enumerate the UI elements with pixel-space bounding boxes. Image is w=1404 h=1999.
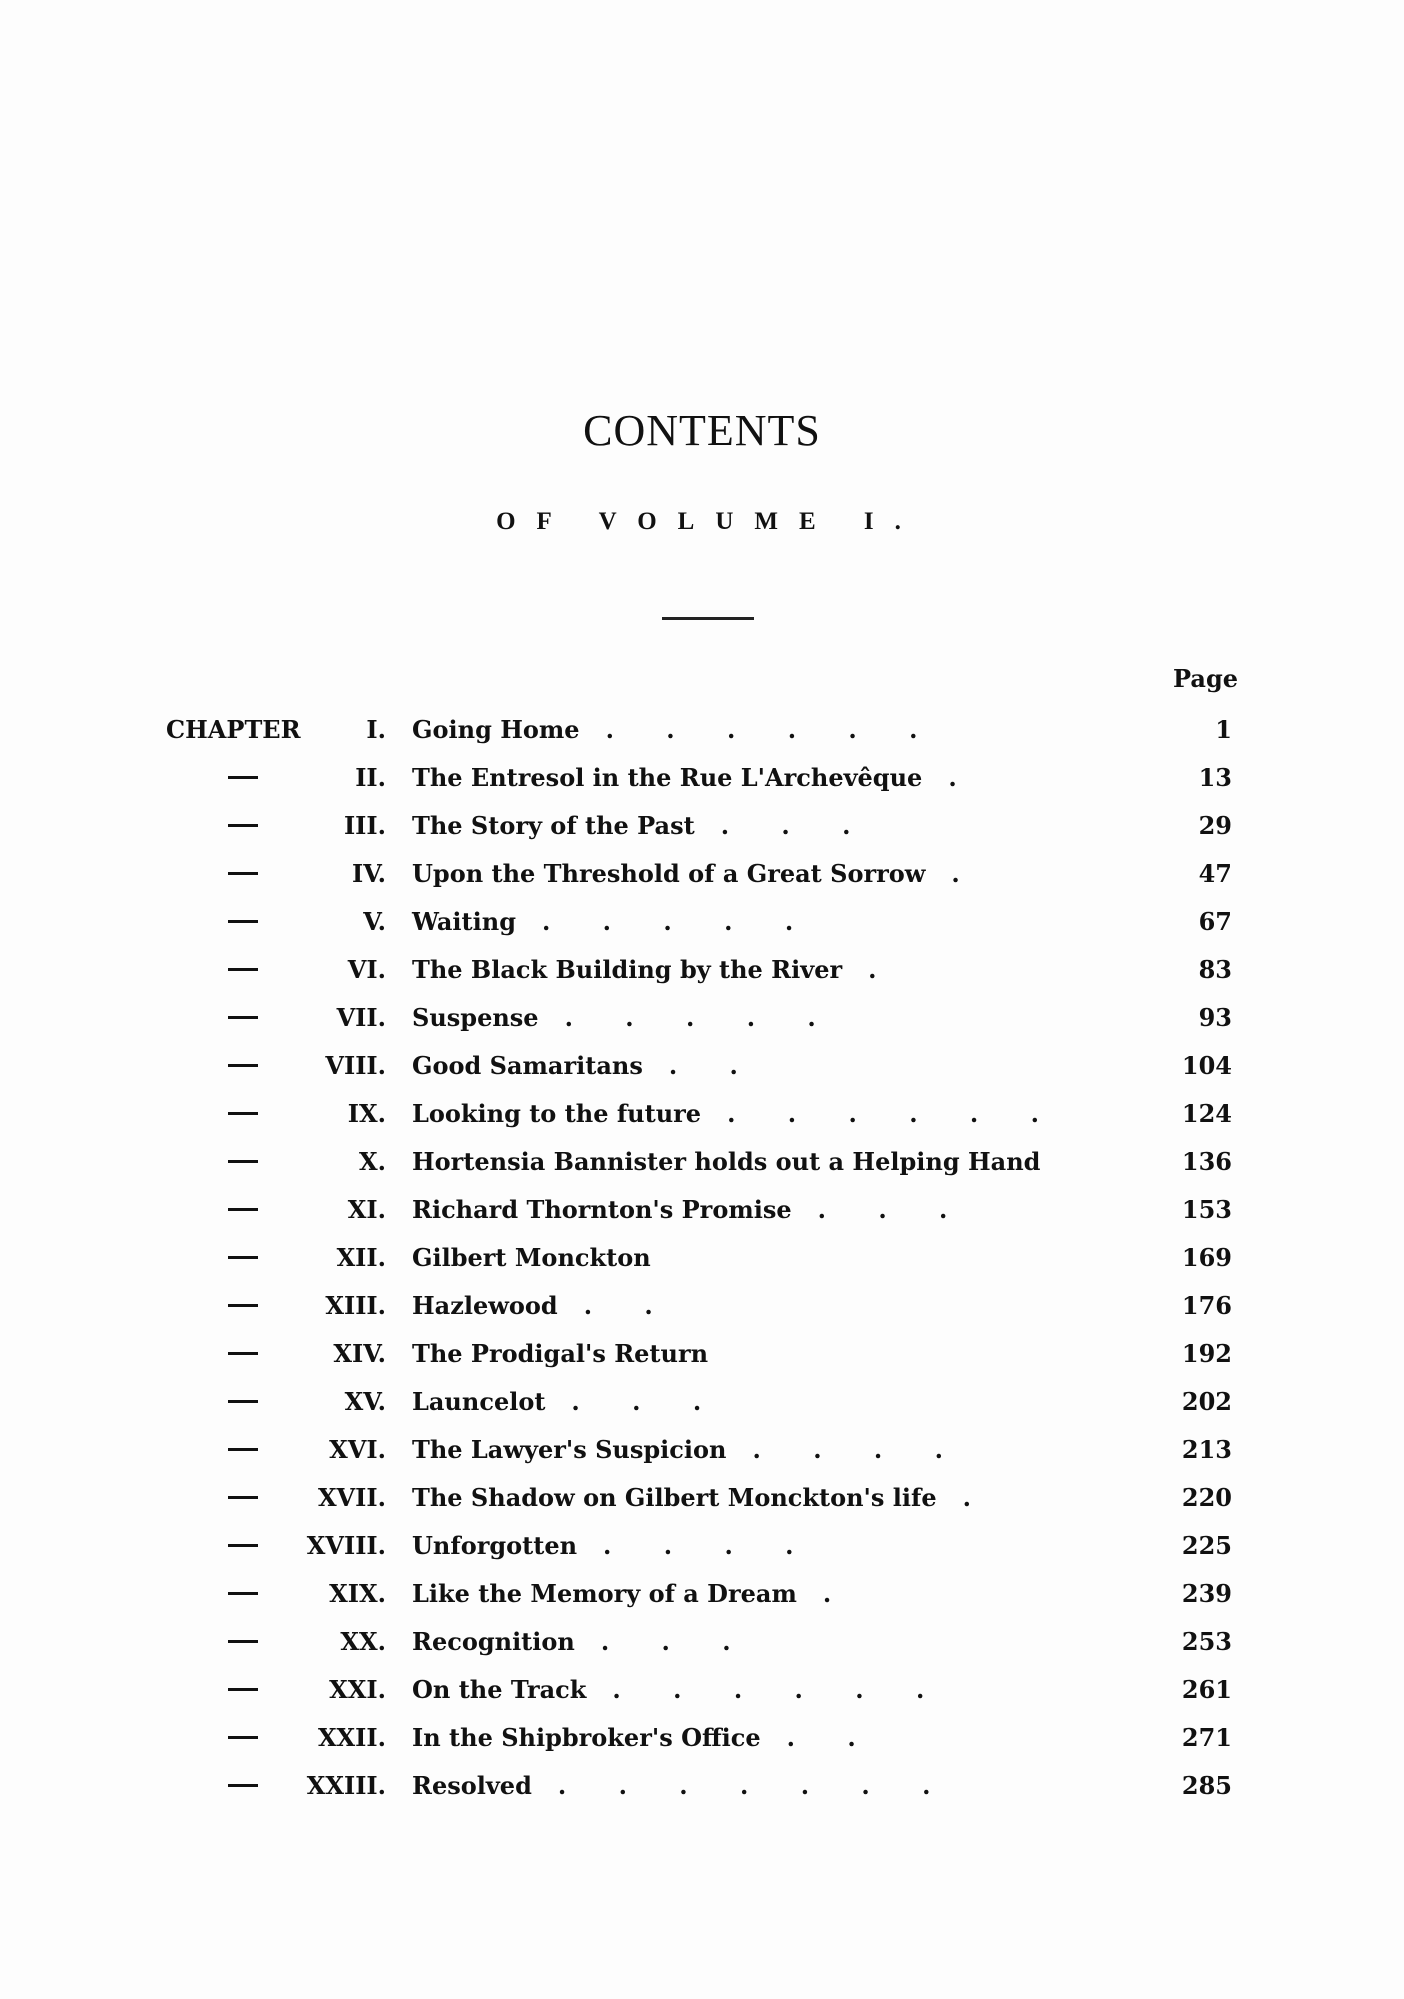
page-title: CONTENTS bbox=[583, 406, 821, 455]
toc-entry bbox=[0, 802, 1404, 850]
toc-entry bbox=[0, 1522, 1404, 1570]
page-number: 1 bbox=[1215, 715, 1232, 744]
ditto-dash bbox=[228, 1400, 258, 1403]
chapter-title-cell bbox=[412, 802, 1092, 850]
ditto-dash bbox=[228, 1208, 258, 1211]
ditto-dash bbox=[228, 1448, 258, 1451]
chapter-title-cell bbox=[412, 898, 1092, 946]
chapter-title-cell bbox=[412, 1570, 1092, 1618]
page-number: 124 bbox=[1181, 1099, 1232, 1128]
page-number: 169 bbox=[1181, 1243, 1232, 1272]
chapter-numeral: VIII. bbox=[325, 1051, 386, 1080]
dot-leader: . . . . . . bbox=[605, 715, 940, 744]
chapter-title: Suspense bbox=[412, 1003, 539, 1032]
chapter-title: Like the Memory of a Dream bbox=[412, 1579, 797, 1608]
ditto-dash bbox=[228, 1592, 258, 1595]
page-number: 261 bbox=[1181, 1675, 1232, 1704]
chapter-title-cell bbox=[412, 946, 1092, 994]
chapter-title: Waiting bbox=[412, 907, 516, 936]
page-number: 136 bbox=[1181, 1147, 1232, 1176]
chapter-title: The Entresol in the Rue L'Archevêque bbox=[412, 763, 923, 792]
toc-entry bbox=[0, 1090, 1404, 1138]
toc-entry bbox=[0, 706, 1404, 754]
dot-leader: . . . . . . bbox=[727, 1099, 1061, 1128]
page-number: 253 bbox=[1181, 1627, 1232, 1656]
dot-leader: . bbox=[948, 763, 979, 792]
chapter-title: The Story of the Past bbox=[412, 811, 695, 840]
page-number: 202 bbox=[1181, 1387, 1232, 1416]
dot-leader: . bbox=[822, 1579, 854, 1608]
page-number: 93 bbox=[1198, 1003, 1232, 1032]
chapter-numeral: XII. bbox=[336, 1243, 386, 1272]
dot-leader: . . . . . bbox=[564, 1003, 838, 1032]
page-number: 47 bbox=[1198, 859, 1232, 888]
chapter-numeral: XXII. bbox=[317, 1723, 386, 1752]
chapter-title-cell bbox=[412, 1090, 1092, 1138]
page-number: 29 bbox=[1198, 811, 1232, 840]
toc-entry bbox=[0, 1666, 1404, 1714]
chapter-title: Hortensia Bannister holds out a Helping Hand bbox=[412, 1147, 1041, 1176]
chapter-title: Richard Thornton's Promise bbox=[412, 1195, 792, 1224]
chapter-title: Upon the Threshold of a Great Sorrow bbox=[412, 859, 926, 888]
toc-entry bbox=[0, 1186, 1404, 1234]
chapter-numeral: XVII. bbox=[317, 1483, 386, 1512]
chapter-title-cell bbox=[412, 1138, 1092, 1186]
chapter-title-cell bbox=[412, 1282, 1092, 1330]
chapter-numeral: I. bbox=[366, 715, 386, 744]
chapter-numeral: V. bbox=[363, 907, 386, 936]
chapter-title: The Prodigal's Return bbox=[412, 1339, 709, 1368]
chapter-title: Launcelot bbox=[412, 1387, 546, 1416]
ditto-dash bbox=[228, 1352, 258, 1355]
chapter-title: On the Track bbox=[412, 1675, 587, 1704]
chapter-title-cell bbox=[412, 1762, 1092, 1810]
page-number: 285 bbox=[1181, 1771, 1232, 1800]
ditto-dash bbox=[228, 1016, 258, 1019]
dot-leader: . . bbox=[583, 1291, 675, 1320]
ditto-dash bbox=[228, 920, 258, 923]
chapter-numeral: X. bbox=[359, 1147, 386, 1176]
toc-entry bbox=[0, 1378, 1404, 1426]
chapter-title-cell bbox=[412, 1474, 1092, 1522]
chapter-title: Hazlewood bbox=[412, 1291, 558, 1320]
dot-leader: . . . bbox=[571, 1387, 724, 1416]
chapter-title-cell bbox=[412, 1330, 1092, 1378]
chapter-numeral: VII. bbox=[336, 1003, 386, 1032]
chapter-numeral: III. bbox=[343, 811, 386, 840]
toc-entry bbox=[0, 898, 1404, 946]
page-subtitle: OF VOLUME I. bbox=[496, 508, 922, 535]
chapter-title-cell bbox=[412, 1666, 1092, 1714]
title-rule bbox=[662, 617, 754, 620]
dot-leader: . . . . . . . bbox=[557, 1771, 953, 1800]
chapter-numeral: XV. bbox=[344, 1387, 386, 1416]
page-number: 239 bbox=[1181, 1579, 1232, 1608]
page-number: 271 bbox=[1181, 1723, 1232, 1752]
chapter-numeral: VI. bbox=[347, 955, 386, 984]
toc-entry bbox=[0, 850, 1404, 898]
page-number: 225 bbox=[1181, 1531, 1232, 1560]
ditto-dash bbox=[228, 1544, 258, 1547]
ditto-dash bbox=[228, 1496, 258, 1499]
toc-entry bbox=[0, 1330, 1404, 1378]
toc-entry bbox=[0, 994, 1404, 1042]
chapter-numeral: XIV. bbox=[333, 1339, 386, 1368]
toc-entry bbox=[0, 1762, 1404, 1810]
chapter-title-cell bbox=[412, 1426, 1092, 1474]
chapter-label: CHAPTER bbox=[166, 715, 301, 744]
toc-entry bbox=[0, 1570, 1404, 1618]
ditto-dash bbox=[228, 1160, 258, 1163]
chapter-numeral: XIII. bbox=[325, 1291, 386, 1320]
ditto-dash bbox=[228, 1064, 258, 1067]
chapter-title: Going Home bbox=[412, 715, 580, 744]
chapter-numeral: XX. bbox=[340, 1627, 386, 1656]
dot-leader: . . bbox=[668, 1051, 760, 1080]
toc-entry bbox=[0, 1426, 1404, 1474]
dot-leader: . . . . . bbox=[541, 907, 816, 936]
chapter-title-cell bbox=[412, 1618, 1092, 1666]
page-number: 176 bbox=[1181, 1291, 1232, 1320]
toc-entry bbox=[0, 1138, 1404, 1186]
chapter-title-cell bbox=[412, 1042, 1092, 1090]
chapter-numeral: XXIII. bbox=[306, 1771, 386, 1800]
dot-leader: . . . bbox=[600, 1627, 753, 1656]
toc-entry bbox=[0, 1714, 1404, 1762]
page-number: 220 bbox=[1181, 1483, 1232, 1512]
page-number: 104 bbox=[1181, 1051, 1232, 1080]
chapter-numeral: IV. bbox=[351, 859, 386, 888]
chapter-title-cell bbox=[412, 1186, 1092, 1234]
toc-entry bbox=[0, 754, 1404, 802]
chapter-title: In the Shipbroker's Office bbox=[412, 1723, 761, 1752]
dot-leader: . bbox=[962, 1483, 993, 1512]
chapter-title-cell bbox=[412, 1522, 1092, 1570]
ditto-dash bbox=[228, 1256, 258, 1259]
chapter-title: Looking to the future bbox=[412, 1099, 702, 1128]
chapter-title: Unforgotten bbox=[412, 1531, 578, 1560]
dot-leader: . bbox=[868, 955, 899, 984]
chapter-title: The Shadow on Gilbert Monckton's life bbox=[412, 1483, 937, 1512]
ditto-dash bbox=[228, 1784, 258, 1787]
ditto-dash bbox=[228, 1112, 258, 1115]
toc-entry bbox=[0, 1042, 1404, 1090]
chapter-title-cell bbox=[412, 754, 1092, 802]
chapter-title-cell bbox=[412, 850, 1092, 898]
chapter-numeral: XXI. bbox=[329, 1675, 386, 1704]
chapter-numeral: XI. bbox=[347, 1195, 386, 1224]
page-column-header: Page bbox=[1172, 664, 1238, 693]
page-number: 67 bbox=[1198, 907, 1232, 936]
dot-leader: . . . . bbox=[752, 1435, 965, 1464]
dot-leader: . . . . bbox=[603, 1531, 816, 1560]
chapter-title-cell bbox=[412, 1234, 1092, 1282]
chapter-title: The Black Building by the River bbox=[412, 955, 843, 984]
dot-leader: . . . bbox=[817, 1195, 970, 1224]
chapter-numeral: XIX. bbox=[329, 1579, 386, 1608]
chapter-numeral: XVIII. bbox=[306, 1531, 386, 1560]
chapter-title-cell bbox=[412, 994, 1092, 1042]
page-number: 13 bbox=[1198, 763, 1232, 792]
ditto-dash bbox=[228, 968, 258, 971]
page-number: 83 bbox=[1198, 955, 1232, 984]
dot-leader: . . . bbox=[720, 811, 873, 840]
ditto-dash bbox=[228, 824, 258, 827]
toc-entry bbox=[0, 1234, 1404, 1282]
dot-leader: . bbox=[951, 859, 982, 888]
ditto-dash bbox=[228, 1688, 258, 1691]
page-number: 153 bbox=[1181, 1195, 1232, 1224]
chapter-title-cell bbox=[412, 706, 1092, 754]
ditto-dash bbox=[228, 872, 258, 875]
ditto-dash bbox=[228, 1304, 258, 1307]
toc-entry bbox=[0, 1282, 1404, 1330]
chapter-numeral: XVI. bbox=[329, 1435, 386, 1464]
chapter-title: Resolved bbox=[412, 1771, 532, 1800]
page-number: 213 bbox=[1181, 1435, 1232, 1464]
ditto-dash bbox=[228, 1736, 258, 1739]
chapter-title: Recognition bbox=[412, 1627, 575, 1656]
dot-leader: . . . . . . bbox=[612, 1675, 947, 1704]
toc-entry bbox=[0, 1618, 1404, 1666]
chapter-numeral: II. bbox=[355, 763, 386, 792]
dot-leader: . . bbox=[786, 1723, 878, 1752]
toc-entry bbox=[0, 1474, 1404, 1522]
ditto-dash bbox=[228, 1640, 258, 1643]
toc-entry bbox=[0, 946, 1404, 994]
chapter-numeral: IX. bbox=[347, 1099, 386, 1128]
ditto-dash bbox=[228, 776, 258, 779]
chapter-title-cell bbox=[412, 1378, 1092, 1426]
chapter-title: The Lawyer's Suspicion bbox=[412, 1435, 727, 1464]
chapter-title: Gilbert Monckton bbox=[412, 1243, 651, 1272]
chapter-title: Good Samaritans bbox=[412, 1051, 643, 1080]
chapter-title-cell bbox=[412, 1714, 1092, 1762]
page-number: 192 bbox=[1181, 1339, 1232, 1368]
